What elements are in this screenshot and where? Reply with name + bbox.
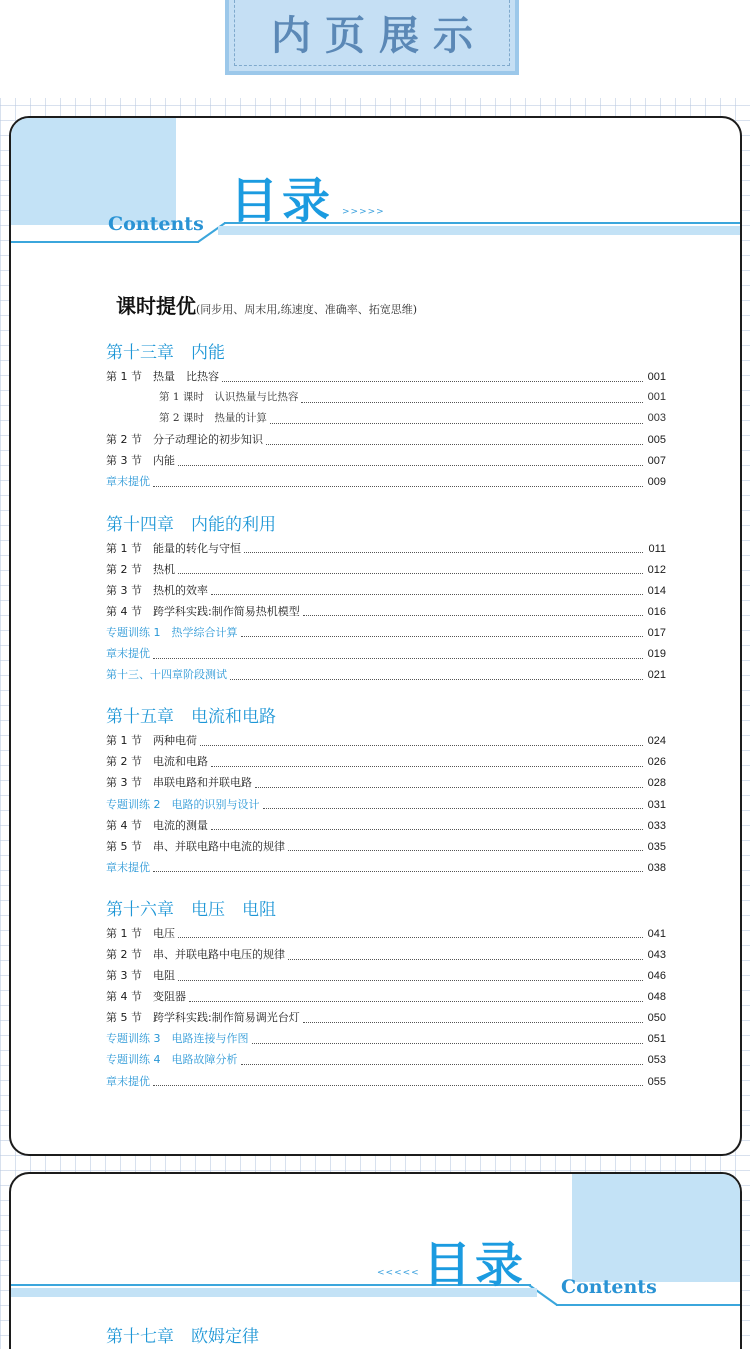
- entry-label: 专题训练 3 电路连接与作图: [106, 1032, 249, 1046]
- entry-label: 第 3 节 热机的效率: [106, 583, 208, 597]
- toc-entry[interactable]: [106, 794, 666, 815]
- page-number: 021: [647, 669, 666, 682]
- dot-leader: [178, 928, 643, 938]
- page-number: 038: [647, 861, 666, 874]
- dot-leader: [178, 971, 643, 981]
- entry-label: 第 3 节 内能: [106, 454, 175, 468]
- page-number: 003: [647, 412, 666, 425]
- toc-entry[interactable]: [106, 965, 666, 986]
- toc-entry[interactable]: [106, 1071, 666, 1092]
- heading-arrows: <<<<<: [377, 1268, 420, 1278]
- entry-label: 第 5 节 跨学科实践:制作简易调光台灯: [106, 1011, 300, 1025]
- page-number: 033: [647, 819, 666, 832]
- toc-heading: 目录: [423, 1237, 528, 1293]
- toc-page-1: [9, 116, 742, 1156]
- toc-entry[interactable]: [106, 986, 666, 1007]
- chapter-gap: [106, 878, 666, 887]
- entry-label: 章末提优: [106, 860, 150, 874]
- page-number: 007: [647, 455, 666, 468]
- page-number: 050: [647, 1012, 666, 1025]
- page-number: 012: [647, 563, 666, 576]
- header-block: [11, 118, 176, 225]
- page-number: 048: [647, 991, 666, 1004]
- dot-leader: [230, 670, 643, 680]
- dot-leader: [241, 1055, 644, 1065]
- toc-entry[interactable]: [106, 471, 666, 492]
- entry-label: 第 2 节 串、并联电路中电压的规律: [106, 947, 285, 961]
- page-number: 017: [647, 626, 666, 639]
- entry-label: 第 2 节 热机: [106, 562, 175, 576]
- page-number: 014: [647, 584, 666, 597]
- toc-entry[interactable]: [106, 429, 666, 450]
- chapter-title[interactable]: 第十六章 电压 电阻: [106, 899, 276, 920]
- page-number: 031: [647, 798, 666, 811]
- dot-leader: [153, 1076, 643, 1086]
- entry-label: 第 4 节 电流的测量: [106, 818, 208, 832]
- heading-arrows: >>>>>: [342, 207, 385, 217]
- toc-heading: 目录: [230, 173, 335, 229]
- toc-page-2: [9, 1172, 742, 1349]
- toc-entry[interactable]: [106, 1049, 666, 1070]
- chapter-title[interactable]: 第十四章 内能的利用: [106, 514, 276, 535]
- entry-label: 第 1 节 能量的转化与守恒: [106, 541, 241, 555]
- dot-leader: [288, 841, 643, 851]
- page-number: 016: [647, 605, 666, 618]
- entry-label: 第 1 课时 认识热量与比热容: [159, 391, 299, 404]
- section-title: 课时提优: [116, 294, 196, 318]
- entry-label: 第 2 课时 热量的计算: [159, 412, 267, 425]
- dot-leader: [255, 778, 643, 788]
- dot-leader: [222, 372, 643, 382]
- dot-leader: [303, 606, 643, 616]
- entry-label: 第 1 节 电压: [106, 926, 175, 940]
- contents-label: Contents: [108, 213, 204, 235]
- toc-entry[interactable]: [106, 1007, 666, 1028]
- page-number: 005: [647, 434, 666, 447]
- dot-leader: [211, 585, 643, 595]
- page-number: 009: [647, 476, 666, 489]
- banner-frame: [234, 0, 510, 66]
- toc-entry[interactable]: [106, 730, 666, 751]
- page-number: 055: [647, 1075, 666, 1088]
- entry-label: 专题训练 1 热学综合计算: [106, 625, 238, 639]
- toc-entry[interactable]: [106, 751, 666, 772]
- dot-leader: [211, 757, 643, 767]
- entry-label: 专题训练 4 电路故障分析: [106, 1053, 238, 1067]
- toc-entry[interactable]: [106, 923, 666, 944]
- toc-entry[interactable]: [106, 366, 666, 387]
- toc-entry[interactable]: [106, 559, 666, 580]
- page-number: 024: [647, 735, 666, 748]
- toc-subentry[interactable]: [106, 387, 666, 408]
- dot-leader: [303, 1013, 643, 1023]
- toc-entry[interactable]: [106, 450, 666, 471]
- section-heading: [116, 290, 417, 319]
- page-number: 043: [647, 948, 666, 961]
- chapter-gap: [106, 493, 666, 502]
- entry-label: 第 3 节 串联电路和并联电路: [106, 776, 252, 790]
- toc-entry[interactable]: [106, 944, 666, 965]
- entry-label: 章末提优: [106, 647, 150, 661]
- page-number: 041: [647, 927, 666, 940]
- dot-leader: [266, 435, 643, 445]
- toc-subentry[interactable]: [106, 408, 666, 429]
- dot-leader: [178, 456, 643, 466]
- entry-label: 第 4 节 变阻器: [106, 990, 186, 1004]
- page-number: 026: [647, 756, 666, 769]
- toc-entry[interactable]: [106, 772, 666, 793]
- toc-entry[interactable]: [106, 836, 666, 857]
- entry-label: 第 4 节 跨学科实践:制作简易热机模型: [106, 604, 300, 618]
- entry-label: 第 1 节 两种电荷: [106, 734, 197, 748]
- page-number: 053: [647, 1054, 666, 1067]
- toc-entry[interactable]: [106, 857, 666, 878]
- entry-label: 章末提优: [106, 475, 150, 489]
- dot-leader: [252, 1034, 644, 1044]
- toc-entry[interactable]: [106, 664, 666, 685]
- entry-label: 第 2 节 分子动理论的初步知识: [106, 433, 263, 447]
- dot-leader: [200, 736, 643, 746]
- toc-list: [106, 340, 666, 1092]
- page-number: 028: [647, 777, 666, 790]
- toc-entry[interactable]: [106, 1028, 666, 1049]
- header-line-left: [11, 241, 199, 243]
- page-number: 035: [647, 840, 666, 853]
- page-number: 046: [647, 970, 666, 983]
- dot-leader: [178, 564, 643, 574]
- entry-label: 第 1 节 热量 比热容: [106, 370, 219, 383]
- page-number: 051: [647, 1033, 666, 1046]
- dot-leader: [153, 862, 643, 872]
- chapter-title[interactable]: 第十三章 内能: [106, 343, 225, 363]
- dot-leader: [241, 627, 644, 637]
- toc-entry[interactable]: [106, 643, 666, 664]
- page-number: 001: [647, 391, 666, 404]
- chapter-gap: [106, 685, 666, 694]
- page-number: 001: [647, 371, 666, 383]
- toc-entry[interactable]: [106, 601, 666, 622]
- toc-entry[interactable]: [106, 622, 666, 643]
- header-line-right: [556, 1304, 742, 1306]
- toc-entry[interactable]: [106, 538, 666, 559]
- dot-leader: [244, 543, 643, 553]
- entry-label: 章末提优: [106, 1074, 150, 1088]
- entry-label: 第 5 节 串、并联电路中电流的规律: [106, 839, 285, 853]
- contents-label: Contents: [561, 1276, 657, 1298]
- chapter-title: 第十七章 欧姆定律: [106, 1327, 259, 1347]
- header-block: [572, 1174, 740, 1282]
- banner: [225, 0, 519, 75]
- entry-label: 专题训练 2 电路的识别与设计: [106, 797, 260, 811]
- chapter-title[interactable]: 第十五章 电流和电路: [106, 707, 276, 728]
- dot-leader: [189, 992, 643, 1002]
- banner-title: 内页展示: [271, 13, 487, 59]
- dot-leader: [301, 393, 643, 403]
- dot-leader: [288, 950, 643, 960]
- dot-leader: [153, 649, 643, 659]
- entry-label: 第十三、十四章阶段测试: [106, 668, 227, 682]
- dot-leader: [211, 820, 643, 830]
- entry-label: 第 3 节 电阻: [106, 969, 175, 983]
- dot-leader: [263, 799, 644, 809]
- dot-leader: [270, 414, 643, 424]
- dot-leader: [153, 477, 643, 487]
- toc-entry[interactable]: [106, 580, 666, 601]
- page-number: 011: [648, 542, 666, 555]
- entry-label: 第 2 节 电流和电路: [106, 755, 208, 769]
- toc-entry[interactable]: [106, 815, 666, 836]
- page-number: 019: [647, 648, 666, 661]
- section-subtitle: (同步用、周末用,练速度、准确率、拓宽思维): [196, 303, 418, 316]
